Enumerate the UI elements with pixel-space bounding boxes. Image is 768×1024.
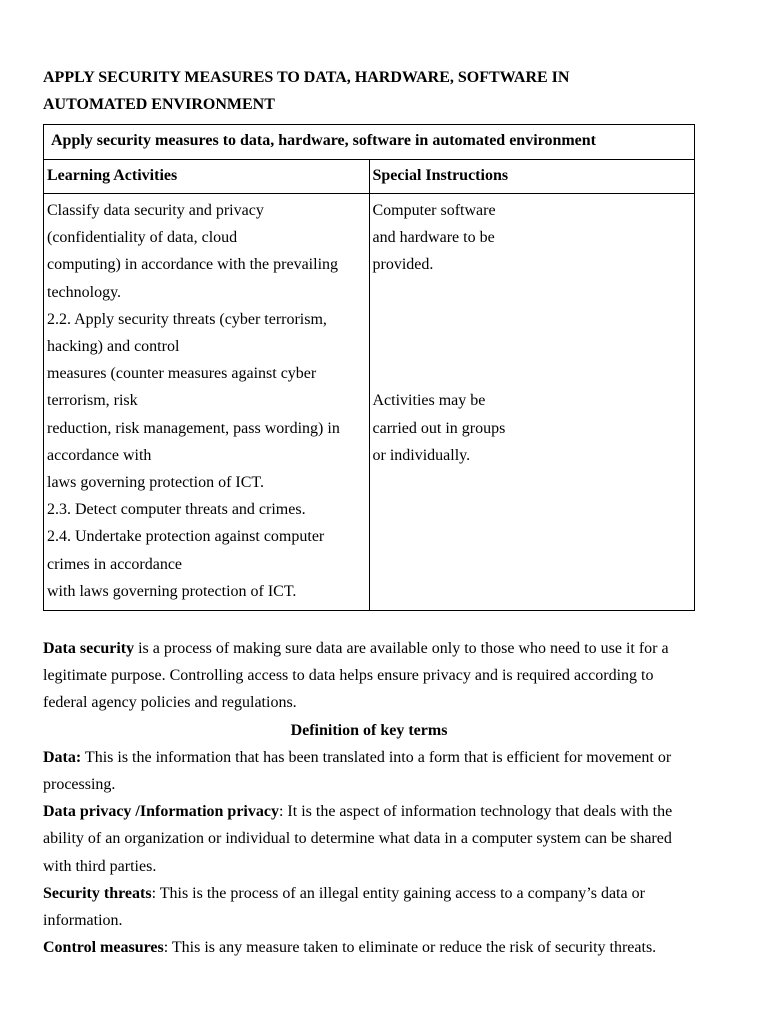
activity-line: accordance with <box>47 446 152 464</box>
title-line: AUTOMATED ENVIRONMENT <box>43 96 275 113</box>
definition-item <box>43 880 695 934</box>
activity-line: technology. <box>47 283 122 301</box>
body-text <box>43 635 695 961</box>
special-instructions-cell <box>369 194 695 611</box>
activity-line: Classify data security and privacy <box>47 202 264 219</box>
definitions-heading: Definition of key terms <box>290 721 448 739</box>
activity-line: with laws governing protection of ICT. <box>47 582 297 600</box>
definition-item <box>43 934 695 961</box>
definition-term: Data privacy /Information privacy <box>43 803 279 821</box>
intro-text: is a process of making sure data are available only to those who need to use it for a legitimate purpose. Controlling access to data helps ensure privacy and is required according to federal agency policies and regulations. <box>43 640 669 712</box>
instruction-line: carried out in groups <box>372 419 506 437</box>
definition-text: : This is the process of an illegal entity gaining access to a company’s data or information. <box>43 884 645 930</box>
learning-activities-cell <box>44 194 370 611</box>
activity-line: measures (counter measures against cyber <box>47 365 317 383</box>
document-page <box>43 64 695 961</box>
definition-term: Security threats <box>43 884 152 902</box>
learning-outcome-table <box>43 124 695 611</box>
activity-line: 2.3. Detect computer threats and crimes. <box>47 501 306 519</box>
intro-term: Data security <box>43 640 135 658</box>
definition-item <box>43 744 695 798</box>
definition-item <box>43 798 695 880</box>
activity-line: computing) in accordance with the prevailing <box>47 256 339 274</box>
activity-line: reduction, risk management, pass wording) in <box>47 419 340 437</box>
definition-term: Control measures <box>43 939 164 957</box>
definition-text: : It is the aspect of information technology that deals with the ability of an organization or individual to determine what data in a computer system can be shared with third parties. <box>43 803 673 875</box>
activity-line: 2.2. Apply security threats (cyber terrorism, <box>47 310 327 328</box>
spacer <box>373 279 692 388</box>
activity-line: terrorism, risk <box>47 392 138 410</box>
definition-text: : This is any measure taken to eliminate or reduce the risk of security threats. <box>163 939 657 957</box>
intro-paragraph <box>43 635 695 717</box>
instruction-line: or individually. <box>372 446 471 464</box>
activity-line: (confidentiality of data, cloud <box>47 229 238 247</box>
instruction-line: and hardware to be <box>372 229 495 247</box>
table-caption: Apply security measures to data, hardware, software in automated environment <box>44 125 695 160</box>
header-special-instructions: Special Instructions <box>369 160 695 194</box>
activity-line: 2.4. Undertake protection against computer <box>47 528 325 546</box>
header-learning-activities: Learning Activities <box>44 160 370 194</box>
instruction-line: Computer software <box>372 202 496 219</box>
definition-text: This is the information that has been translated into a form that is efficient for movement or processing. <box>43 748 672 794</box>
definition-term: Data: <box>43 748 82 766</box>
activity-line: crimes in accordance <box>47 555 183 573</box>
document-title <box>43 64 695 118</box>
title-line: APPLY SECURITY MEASURES TO DATA, HARDWARE, SOFTWARE IN <box>43 69 570 86</box>
activity-line: hacking) and control <box>47 338 180 356</box>
activity-line: laws governing protection of ICT. <box>47 474 264 492</box>
instruction-line: provided. <box>372 256 434 274</box>
instruction-line: Activities may be <box>372 392 486 410</box>
